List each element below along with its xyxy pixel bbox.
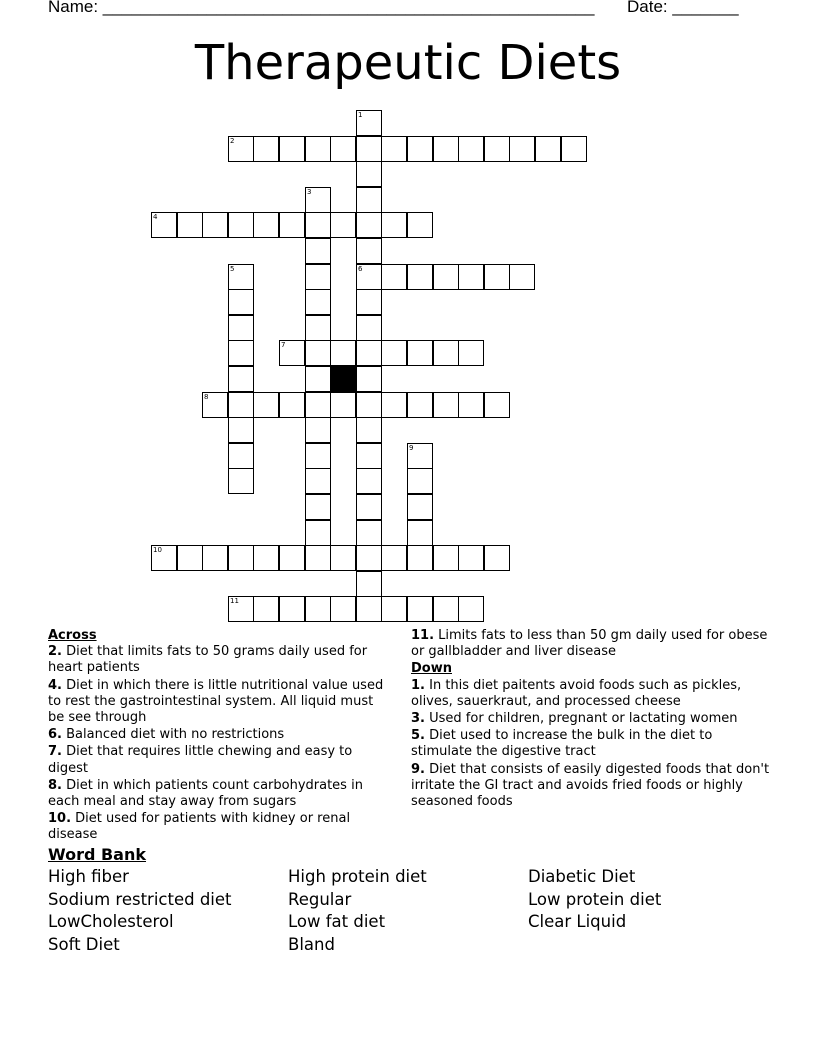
crossword-cell[interactable] [509, 136, 535, 162]
crossword-cell[interactable] [407, 494, 433, 520]
crossword-cell[interactable] [305, 468, 331, 494]
crossword-cell[interactable] [330, 212, 356, 238]
clues-right-column [411, 628, 771, 811]
crossword-cell[interactable] [228, 366, 254, 392]
date-field[interactable]: Date: _______ [627, 0, 739, 16]
crossword-cell[interactable] [305, 392, 331, 418]
crossword-cell[interactable] [330, 596, 356, 622]
crossword-cell[interactable] [458, 264, 484, 290]
crossword-cell[interactable] [330, 392, 356, 418]
crossword-cell[interactable] [228, 468, 254, 494]
clue-item-number: 1. [411, 677, 425, 693]
crossword-cell[interactable] [356, 366, 382, 392]
crossword-cell[interactable] [279, 545, 305, 571]
crossword-cell[interactable] [433, 264, 459, 290]
crossword-cell[interactable] [356, 494, 382, 520]
crossword-cell[interactable] [253, 596, 279, 622]
down-heading: Down [411, 661, 452, 677]
crossword-cell[interactable] [305, 212, 331, 238]
page-title: Therapeutic Diets [194, 35, 622, 91]
crossword-cell[interactable] [433, 340, 459, 366]
crossword-cell[interactable] [279, 340, 305, 366]
clue-item [48, 727, 388, 743]
across-clue-list-continued [411, 628, 771, 660]
crossword-cell[interactable] [305, 443, 331, 469]
across-clue-list [48, 644, 388, 843]
crossword-cell[interactable] [407, 264, 433, 290]
crossword-cell[interactable] [381, 264, 407, 290]
word-bank-item: Regular [288, 889, 352, 909]
across-heading: Across [48, 628, 97, 643]
crossword-cell[interactable] [381, 136, 407, 162]
crossword-cell[interactable] [356, 417, 382, 443]
crossword-cell[interactable] [356, 289, 382, 315]
crossword-cell[interactable] [305, 417, 331, 443]
clue-item-number: 3. [411, 711, 425, 727]
black-cell [330, 366, 356, 392]
crossword-cell[interactable] [228, 392, 254, 418]
crossword-cell[interactable] [458, 136, 484, 162]
crossword-cell[interactable] [458, 392, 484, 418]
crossword-cell[interactable] [305, 264, 331, 290]
word-bank-item: Clear Liquid [528, 912, 627, 931]
crossword-cell[interactable] [484, 545, 510, 571]
clue-item-text: Diet in which patients count carbohydrates in each meal and stay away from sugars [48, 777, 363, 810]
word-bank-item: Low fat diet [288, 912, 386, 931]
crossword-cell[interactable] [381, 392, 407, 418]
crossword-cell[interactable] [407, 443, 433, 469]
clue-item-number: 7. [48, 744, 62, 760]
crossword-cell[interactable] [433, 136, 459, 162]
crossword-cell[interactable] [356, 315, 382, 341]
clues-left-column [48, 628, 388, 845]
clue-item-text: Diet used to increase the bulk in the diet to stimulate the digestive tract [411, 728, 713, 760]
crossword-cell[interactable] [484, 264, 510, 290]
crossword-cell[interactable] [305, 187, 331, 213]
name-field[interactable]: Name: ____________________________________________________ [48, 0, 595, 16]
crossword-cell[interactable] [356, 212, 382, 238]
clue-item-number: 11. [411, 628, 435, 643]
clue-number: 8 [204, 393, 209, 401]
crossword-cell[interactable] [228, 596, 254, 622]
crossword-cell[interactable] [356, 545, 382, 571]
word-bank-item: Low protein diet [528, 889, 662, 909]
clue-number: 11 [230, 597, 239, 605]
crossword-cell[interactable] [305, 366, 331, 392]
crossword-cell[interactable] [228, 417, 254, 443]
clue-item-text: In this diet paitents avoid foods such as pickles, olives, sauerkraut, and processed cheese [411, 677, 742, 709]
clue-item [411, 678, 771, 710]
crossword-cell[interactable] [356, 392, 382, 418]
clue-item-number: 10. [48, 811, 72, 827]
crossword-cell[interactable] [305, 289, 331, 315]
crossword-cell[interactable] [509, 264, 535, 290]
crossword-cell[interactable] [356, 187, 382, 213]
word-bank-item: Diabetic Diet [528, 867, 636, 886]
crossword-cell[interactable] [407, 136, 433, 162]
crossword-cell[interactable] [330, 340, 356, 366]
crossword-cell[interactable] [407, 340, 433, 366]
clue-number: 9 [409, 444, 414, 452]
crossword-cell[interactable] [228, 340, 254, 366]
clue-item-text: Used for children, pregnant or lactating women [424, 711, 738, 727]
crossword-cell[interactable] [202, 545, 228, 571]
crossword-cell[interactable] [202, 212, 228, 238]
crossword-cell[interactable] [356, 596, 382, 622]
crossword-cell[interactable] [407, 392, 433, 418]
crossword-cell[interactable] [407, 212, 433, 238]
crossword-cell[interactable] [279, 212, 305, 238]
crossword-cell[interactable] [305, 494, 331, 520]
clue-item-number: 4. [48, 677, 62, 693]
clue-item-text: Diet in which there is little nutritional value used to rest the gastrointestinal system. All liquid must be see through [48, 677, 384, 726]
word-bank-item: Sodium restricted diet [48, 889, 232, 909]
crossword-cell[interactable] [356, 468, 382, 494]
clue-item-text: Balanced diet with no restrictions [61, 727, 285, 743]
crossword-cell[interactable] [151, 212, 177, 238]
crossword-cell[interactable] [305, 520, 331, 546]
crossword-cell[interactable] [330, 136, 356, 162]
crossword-cell[interactable] [253, 392, 279, 418]
clue-item [411, 628, 771, 660]
crossword-cell[interactable] [381, 212, 407, 238]
crossword-cell[interactable] [305, 545, 331, 571]
crossword-cell[interactable] [253, 136, 279, 162]
clue-item [411, 728, 771, 760]
clue-item [48, 778, 388, 810]
crossword-cell[interactable] [407, 596, 433, 622]
crossword-cell[interactable] [407, 520, 433, 546]
clue-item [48, 644, 388, 676]
crossword-cell[interactable] [253, 212, 279, 238]
crossword-cell[interactable] [458, 545, 484, 571]
clue-item [411, 762, 771, 811]
clue-item-text: Diet used for patients with kidney or renal disease [48, 811, 351, 843]
crossword-cell[interactable] [381, 545, 407, 571]
crossword-cell[interactable] [356, 340, 382, 366]
clue-number: 10 [153, 546, 162, 554]
clue-item [48, 678, 388, 727]
crossword-cell[interactable] [305, 596, 331, 622]
clue-item [48, 744, 388, 776]
clue-number: 6 [358, 265, 363, 273]
clue-number: 5 [230, 265, 235, 273]
crossword-cell[interactable] [279, 596, 305, 622]
crossword-cell[interactable] [356, 520, 382, 546]
clue-item-text: Diet that consists of easily digested foods that don't irritate the GI tract and avoids fried foods or highly seasoned foods [411, 761, 770, 810]
crossword-cell[interactable] [356, 264, 382, 290]
clue-number: 4 [153, 213, 158, 221]
crossword-cell[interactable] [433, 545, 459, 571]
crossword-cell[interactable] [253, 545, 279, 571]
clue-item-number: 6. [48, 727, 62, 743]
clue-number: 3 [307, 188, 312, 196]
crossword-cell[interactable] [433, 596, 459, 622]
crossword-cell[interactable] [433, 392, 459, 418]
crossword-cell[interactable] [407, 468, 433, 494]
crossword-cell[interactable] [458, 596, 484, 622]
crossword-cell[interactable] [228, 212, 254, 238]
crossword-cell[interactable] [356, 571, 382, 597]
crossword-cell[interactable] [381, 596, 407, 622]
crossword-cell[interactable] [305, 315, 331, 341]
clue-item-text: Diet that limits fats to 50 grams daily used for heart patients [48, 644, 368, 676]
crossword-cell[interactable] [356, 136, 382, 162]
clue-item-number: 8. [48, 777, 62, 793]
crossword-cell[interactable] [356, 238, 382, 264]
crossword-cell[interactable] [484, 392, 510, 418]
crossword-cell[interactable] [177, 212, 203, 238]
clue-item-text: Limits fats to less than 50 gm daily used for obese or gallbladder and liver disease [411, 628, 768, 660]
crossword-cell[interactable] [356, 443, 382, 469]
crossword-cell[interactable] [305, 136, 331, 162]
crossword-cell[interactable] [330, 545, 356, 571]
crossword-cell[interactable] [356, 161, 382, 187]
crossword-cell[interactable] [228, 264, 254, 290]
crossword-cell[interactable] [484, 136, 510, 162]
clue-item [48, 811, 388, 843]
word-bank-item: LowCholesterol [48, 912, 174, 931]
crossword-cell[interactable] [228, 136, 254, 162]
crossword-cell[interactable] [228, 443, 254, 469]
crossword-cell[interactable] [228, 545, 254, 571]
word-bank [48, 866, 768, 956]
crossword-cell[interactable] [151, 545, 177, 571]
crossword-cell[interactable] [407, 545, 433, 571]
clue-item-number: 2. [48, 644, 62, 660]
word-bank-item: Soft Diet [48, 934, 120, 954]
clue-item [411, 711, 771, 727]
clue-item-number: 9. [411, 761, 425, 777]
crossword-cell[interactable] [458, 340, 484, 366]
down-clue-list [411, 678, 771, 811]
crossword-cell[interactable] [561, 136, 587, 162]
word-bank-item: High protein diet [288, 867, 427, 886]
crossword-cell[interactable] [228, 289, 254, 315]
crossword-cell[interactable] [305, 340, 331, 366]
crossword-cell[interactable] [305, 238, 331, 264]
crossword-cell[interactable] [279, 136, 305, 162]
word-bank-item: Bland [288, 934, 335, 954]
crossword-cell[interactable] [279, 392, 305, 418]
word-bank-item: High fiber [48, 867, 129, 886]
word-bank-title: Word Bank [48, 845, 147, 864]
clue-number: 1 [358, 111, 363, 119]
clue-item-number: 5. [411, 728, 425, 744]
crossword-cell[interactable] [535, 136, 561, 162]
clue-number: 2 [230, 137, 235, 145]
crossword-cell[interactable] [381, 340, 407, 366]
crossword-cell[interactable] [356, 110, 382, 136]
crossword-cell[interactable] [228, 315, 254, 341]
clue-number: 7 [281, 341, 286, 349]
crossword-cell[interactable] [202, 392, 228, 418]
crossword-cell[interactable] [177, 545, 203, 571]
clue-item-text: Diet that requires little chewing and easy to digest [48, 744, 353, 776]
